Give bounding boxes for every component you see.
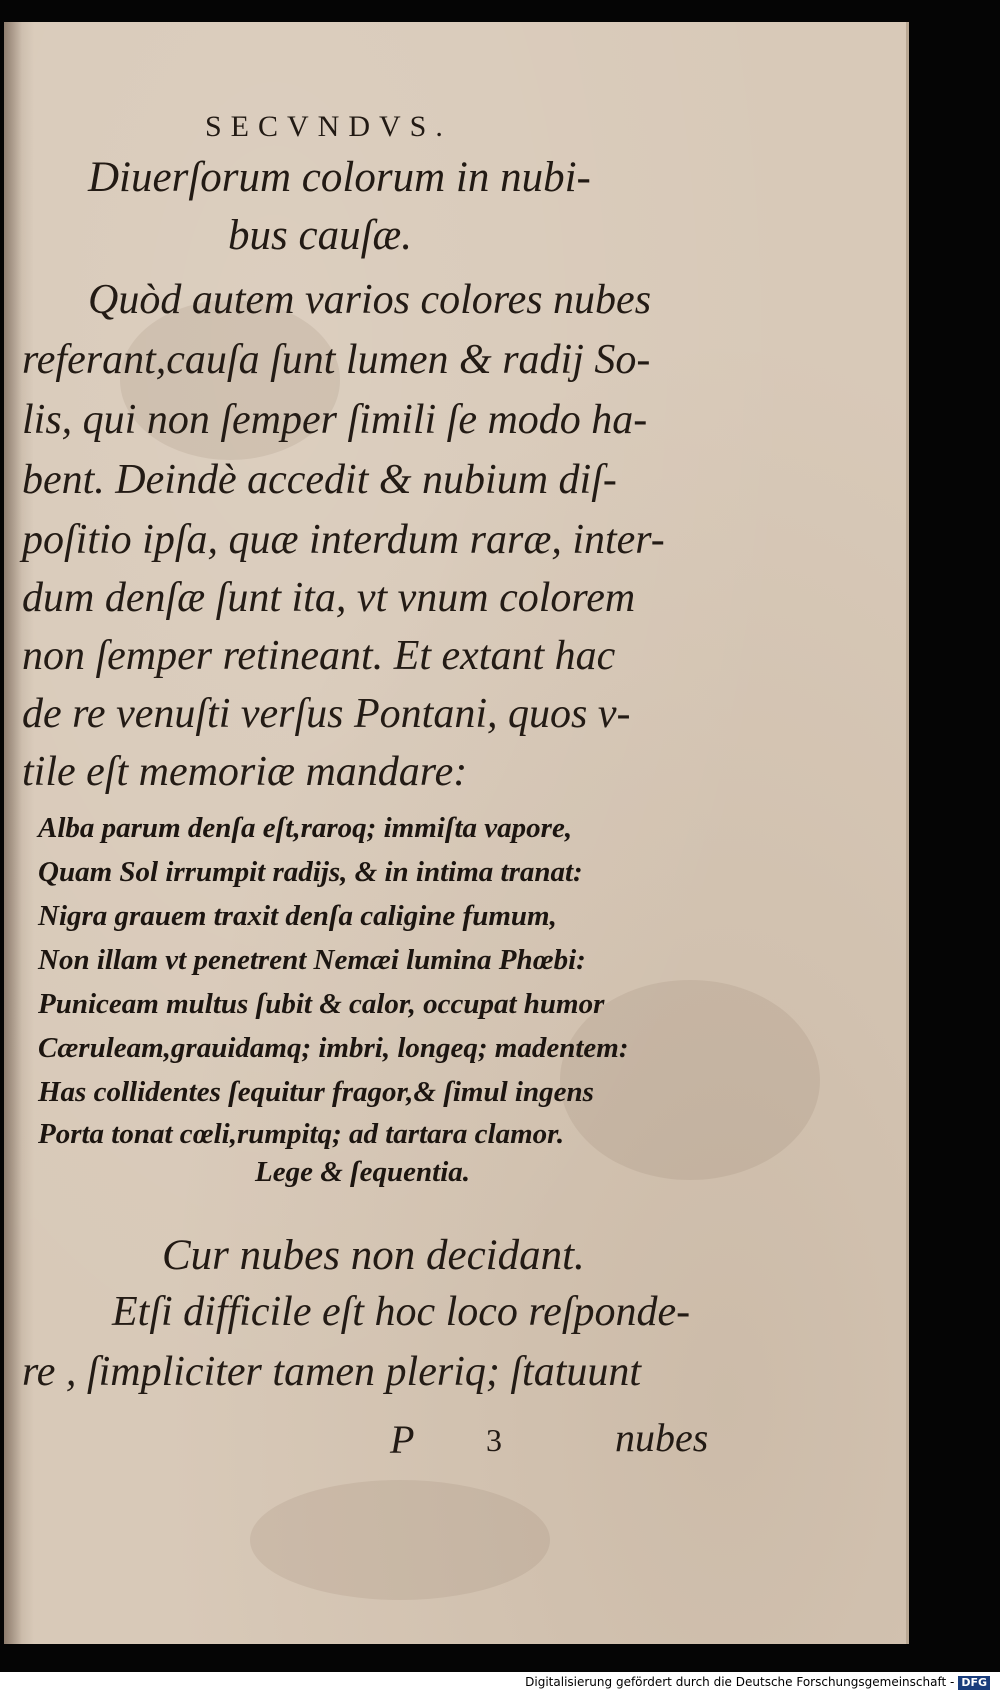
prose-line: bent. Deindè accedit & nubium diſ-: [22, 457, 617, 503]
verse-line: Non illam vt penetrent Nemæi lumina Phœbi:: [38, 944, 586, 976]
verse-note: Lege & ſequentia.: [255, 1156, 471, 1188]
verse-line: Alba parum denſa eſt,raroq; immiſta vapore,: [38, 812, 573, 844]
running-head: SECVNDVS.: [205, 110, 452, 143]
verse-line: Has collidentes ſequitur fragor,& ſimul ingens: [38, 1076, 594, 1108]
credit-text: Digitalisierung gefördert durch die Deutsche Forschungsgemeinschaft -: [525, 1675, 955, 1689]
verse-line: Puniceam multus ſubit & calor, occupat humor: [38, 988, 605, 1020]
prose-line: lis, qui non ſemper ſimili ſe modo ha-: [22, 397, 648, 443]
section-heading-line-1: Diuerſorum colorum in nubi-: [88, 154, 591, 201]
prose-line: tile eſt memoriæ mandare:: [22, 749, 468, 795]
prose-line: Quòd autem varios colores nubes: [88, 277, 652, 323]
paper-stain: [250, 1480, 550, 1600]
verse-line: Quam Sol irrumpit radijs, & in intima tranat:: [38, 856, 583, 888]
catchword: nubes: [615, 1415, 709, 1460]
prose-line: poſitio ipſa, quæ interdum raræ, inter-: [22, 517, 665, 563]
signature-number: 3: [486, 1422, 502, 1458]
dfg-logo: DFG: [958, 1676, 990, 1690]
signature-mark: P: [390, 1417, 415, 1462]
verse-line: Porta tonat cœli,rumpitq; ad tartara clamor.: [38, 1118, 565, 1150]
prose-line: dum denſæ ſunt ita, vt vnum colorem: [22, 575, 636, 621]
prose-line: non ſemper retineant. Et extant hac: [22, 633, 616, 679]
spine-shadow: [4, 22, 22, 1644]
section-heading-2: Cur nubes non decidant.: [162, 1232, 585, 1279]
prose-line: Etſi difficile eſt hoc loco reſponde-: [112, 1289, 691, 1335]
prose-line: referant,cauſa ſunt lumen & radij So-: [22, 337, 651, 383]
verse-line: Nigra grauem traxit denſa caligine fumum,: [38, 900, 557, 932]
digitization-credit: [525, 1675, 990, 1690]
prose-line: de re venuſti verſus Pontani, quos v-: [22, 691, 631, 737]
prose-line: re , ſimpliciter tamen pleriq; ſtatuunt: [22, 1349, 642, 1395]
verse-line: Cæruleam,grauidamq; imbri, longeq; madentem:: [38, 1032, 629, 1064]
section-heading-line-2: bus cauſæ.: [228, 212, 412, 259]
